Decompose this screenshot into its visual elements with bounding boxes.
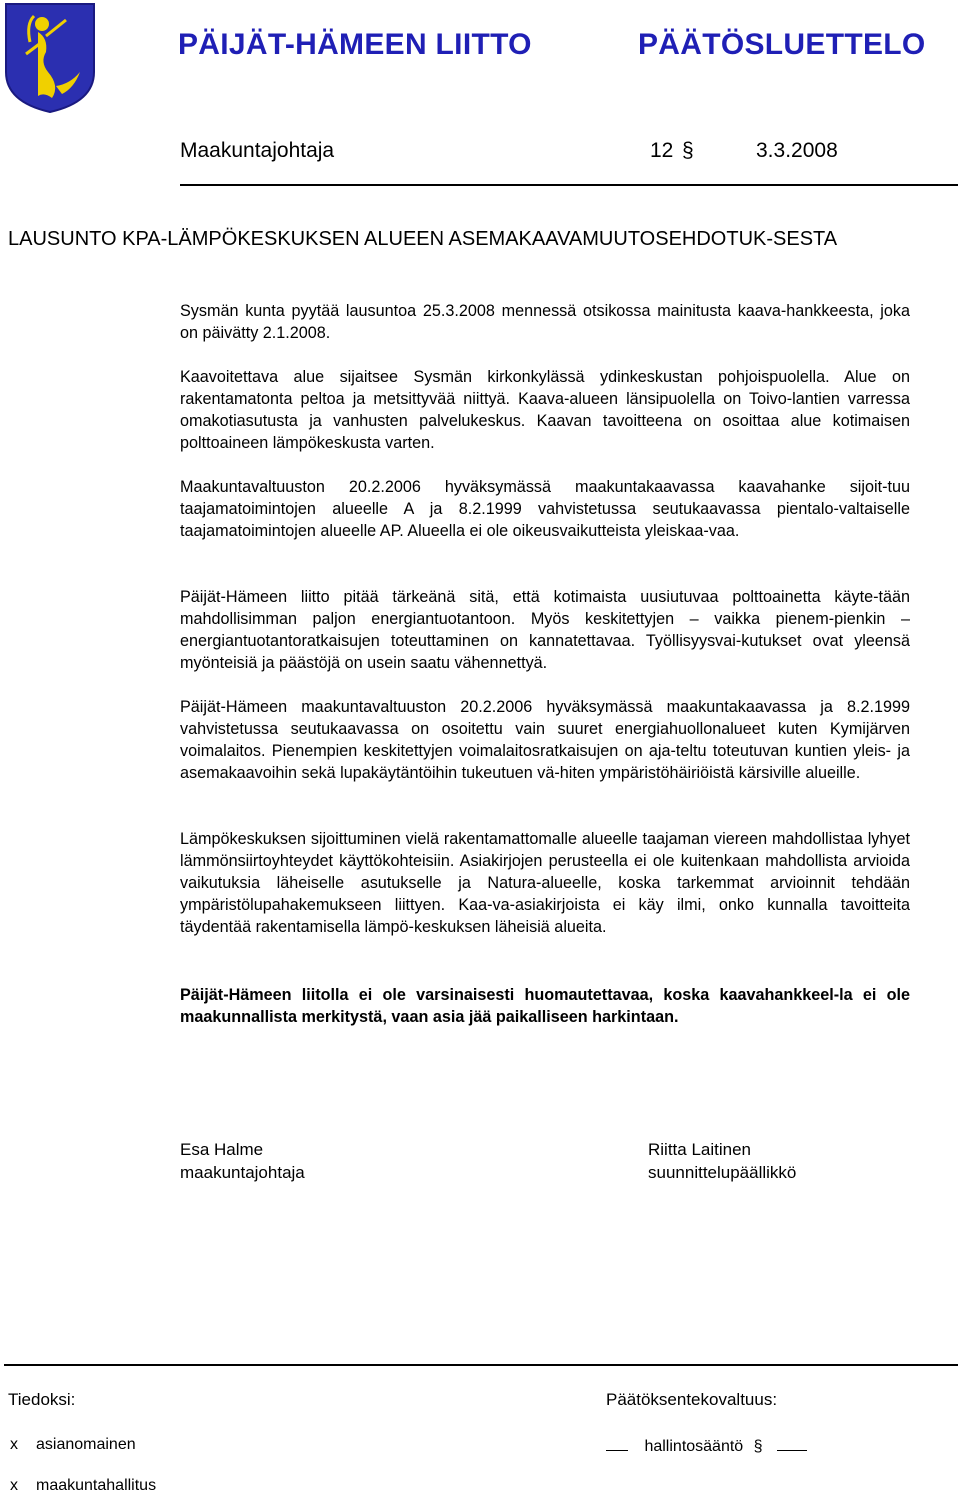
signer-role: suunnittelupäällikkö: [648, 1163, 797, 1182]
authority-blank: [606, 1436, 628, 1451]
document-title: LAUSUNTO KPA-LÄMPÖKESKUKSEN ALUEEN ASEMAKAAVAMUUTOSEHDOTUK-SESTA: [8, 228, 838, 250]
footer-divider: [4, 1364, 958, 1366]
signer-role: maakuntajohtaja: [180, 1163, 305, 1182]
paragraph-location: Kaavoitettava alue sijaitsee Sysmän kirkonkylässä ydinkeskustan pohjoispuolella. Alue on rakentamatonta peltoa ja metsittyvää niittyä. Kaava-alueen länsipuolella on Toivo-lantien varressa omakotiasutusta ja vanhusten palvelukeskus. Kaavan tavoitteena on osoittaa alue kotimaisen polttoaineen lämpökeskusta varten.: [180, 368, 910, 452]
recipient-label: asianomainen: [36, 1436, 136, 1453]
paragraph-energy-policy: Päijät-Hämeen liitto pitää tärkeänä sitä, että kotimaista uusiutuvaa polttoainetta käyte-tään mahdollisimman paljon energiantuotantoon. Myös keskitettyjen – vaikka pienem-pienkin – energiantuotantoratkaisujen toteuttaminen on kannatettavaa. Työllisyysvai-kutukset ovat yleensä myönteisiä ja päästöjä on usein saatu vähennettyä.: [180, 588, 910, 672]
decision-number: 12: [650, 139, 674, 162]
paragraph-regional-plan: Maakuntavaltuuston 20.2.2006 hyväksymässä maakuntakaavassa kaavahanke sijoit-tuu taajamatoimintojen alueelle A ja 8.2.1999 vahvistetussa seutukaavassa pientalo-valtaiselle taajamatoimintojen alueelle AP. Alueella ei ole oikeusvaikutteista yleiskaa-vaa.: [180, 478, 910, 540]
mermaid-crest-icon: [4, 2, 96, 114]
signature-right: [648, 1138, 796, 1184]
recipient-label: maakuntahallitus: [36, 1477, 157, 1494]
recipient-mark: x: [10, 1477, 18, 1494]
signature-left: [180, 1138, 305, 1184]
paragraph-energy-areas: Päijät-Hämeen maakuntavaltuuston 20.2.2006 hyväksymässä maakuntakaavassa ja 8.2.1999 vahvistetussa seutukaavassa on osoitettu vain suuret energiahuollonalueet kuten Kymijärven voimalaitos. Pienempien keskitettyjen voimalaitosratkaisujen on aja-teltu toteutuvan kuntien yleis- ja asemakaavoihin sekä lupakäytäntöihin tukeutuen vä-hiten ympäristöhäiriöistä kärsiville alueille.: [180, 698, 910, 782]
paragraph-assessment: Lämpökeskuksen sijoittuminen vielä rakentamattomalle alueelle taajaman viereen mahdollistaa lyhyet lämmönsiirtoyhteydet käyttökohteisiin. Asiakirjojen perusteella ei ole kuitenkaan mahdollista arvioida vaikutuksia läheiselle asutukselle ja Natura-alueelle, koska tarkemmat arvioinnit tehdään ympäristölupahakemukseen liittyen. Kaa-va-asiakirjoista ei käy ilmi, onko kunnalla tavoitteita täydentää rakentamisella lämpö-keskuksen läheisiä alueita.: [180, 830, 910, 936]
header-divider: [180, 184, 958, 186]
recipient-mark: x: [10, 1436, 18, 1453]
decision-date: 3.3.2008: [756, 139, 838, 162]
signer-name: Esa Halme: [180, 1140, 264, 1159]
authority-line: [606, 1436, 807, 1456]
section-blank: [777, 1436, 807, 1451]
section-sign: §: [753, 1438, 763, 1455]
document-type: PÄÄTÖSLUETTELO: [638, 28, 926, 61]
authority-item: hallintosääntö: [644, 1438, 744, 1455]
organization-name: PÄIJÄT-HÄMEEN LIITTO: [178, 28, 532, 61]
signer-name: Riitta Laitinen: [648, 1140, 752, 1159]
section-sign: §: [682, 139, 694, 162]
official-title: Maakuntajohtaja: [180, 139, 335, 162]
conclusion-statement: Päijät-Hämeen liitolla ei ole varsinaisesti huomautettavaa, koska kaavahankkeel-la ei ole maakunnallista merkitystä, vaan asia jää paikalliseen harkintaan.: [180, 986, 910, 1026]
info-label: Tiedoksi:: [8, 1390, 76, 1409]
authority-label: Päätöksentekovaltuus:: [606, 1390, 778, 1409]
paragraph-request: Sysmän kunta pyytää lausuntoa 25.3.2008 mennessä otsikossa mainitusta kaava-hankkeesta, joka on päivätty 2.1.2008.: [180, 302, 910, 342]
